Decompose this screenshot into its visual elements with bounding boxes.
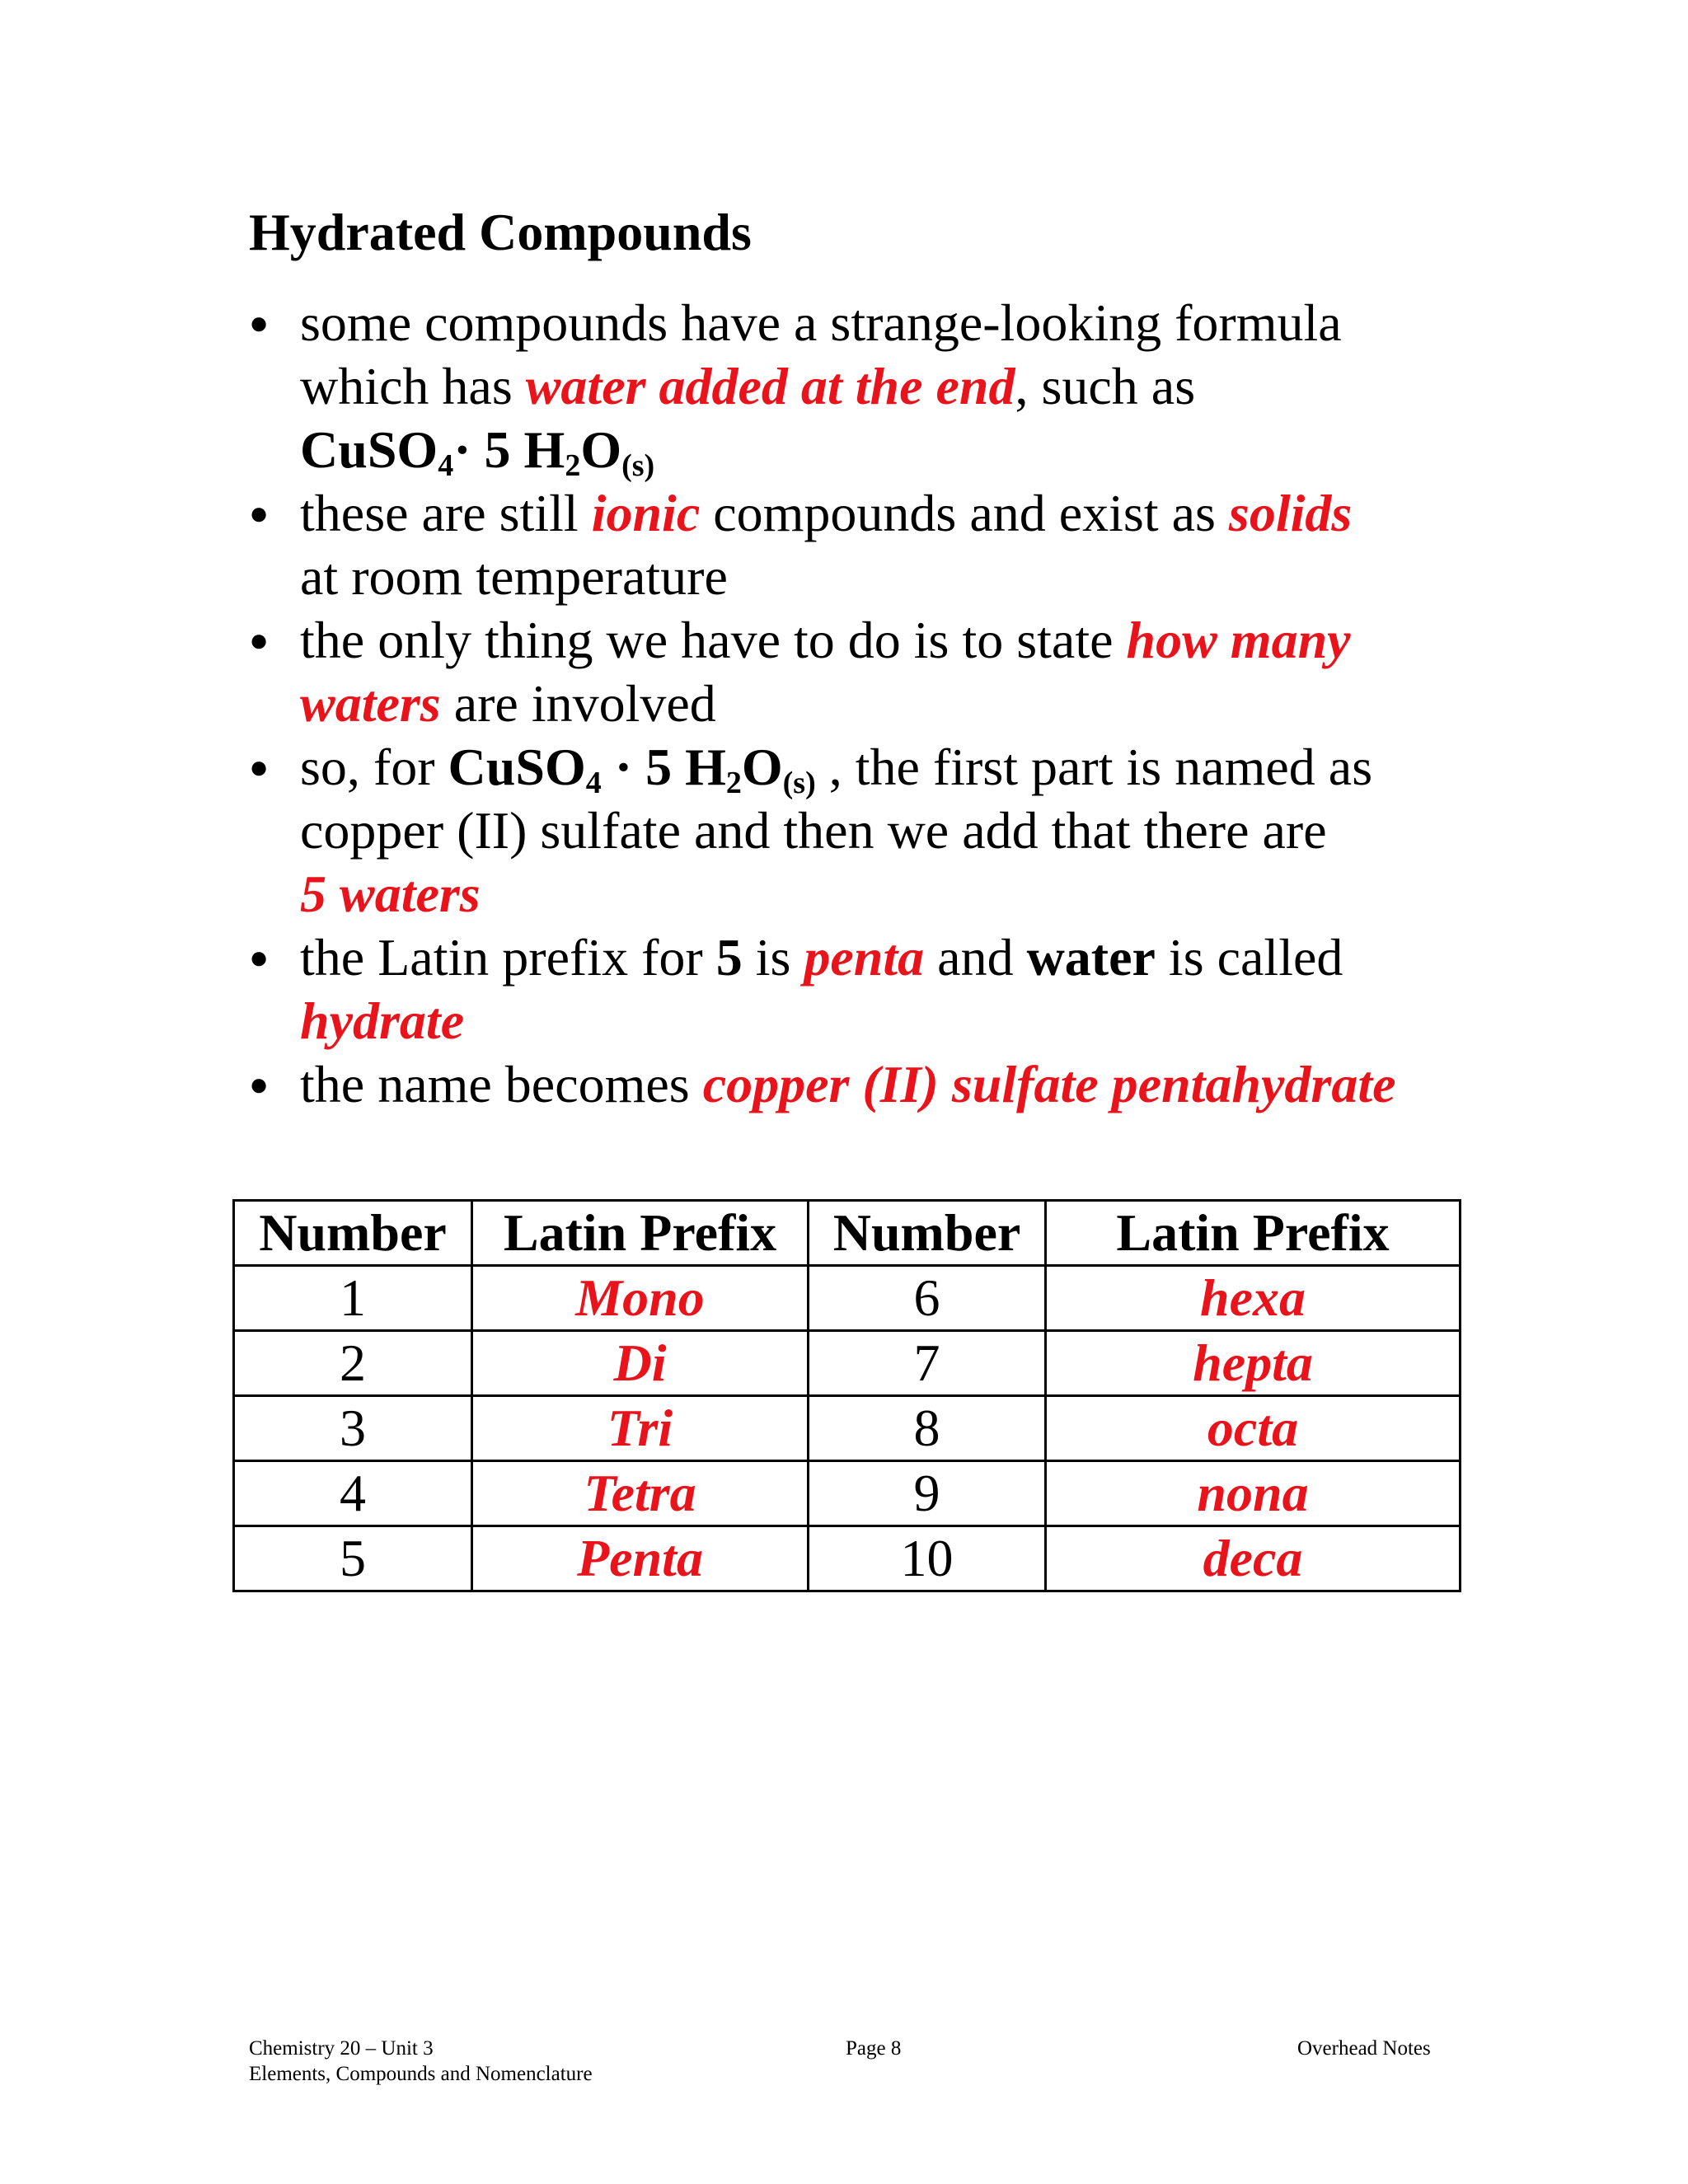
bullet-1-text: which has bbox=[300, 357, 526, 415]
table-cell-prefix: Tri bbox=[472, 1396, 809, 1461]
bullet-3-highlight: how many bbox=[1126, 611, 1351, 669]
table-cell-number: 3 bbox=[234, 1396, 472, 1461]
bullet-item-4 bbox=[249, 735, 1485, 926]
bullet-item-6 bbox=[249, 1052, 1485, 1116]
table-cell-number: 10 bbox=[809, 1526, 1046, 1591]
formula-part: CuSO bbox=[300, 420, 438, 479]
table-cell-prefix: nona bbox=[1046, 1461, 1461, 1526]
footer-unit-title: Elements, Compounds and Nomenclature bbox=[249, 2063, 593, 2085]
bullet-6-line-1 bbox=[300, 1052, 1485, 1116]
table-cell-number: 6 bbox=[809, 1266, 1046, 1331]
bullet-5-text: the Latin prefix for bbox=[300, 928, 716, 987]
bullet-item-1 bbox=[249, 291, 1485, 481]
formula-part: O bbox=[580, 420, 622, 479]
bullet-6-text: the name becomes bbox=[300, 1055, 703, 1113]
bullet-3-text: the only thing we have to do is to state bbox=[300, 611, 1127, 669]
bullet-list bbox=[249, 291, 1485, 1116]
table-cell-prefix: octa bbox=[1046, 1396, 1461, 1461]
bullet-4-text: , the first part is named as bbox=[815, 738, 1373, 796]
bullet-dot-icon: ● bbox=[249, 304, 270, 341]
table-cell-prefix: hepta bbox=[1046, 1331, 1461, 1396]
table-cell-prefix: Tetra bbox=[472, 1461, 809, 1526]
bullet-2-text: these are still bbox=[300, 484, 592, 542]
formula-state-subscript: (s) bbox=[782, 766, 816, 800]
bullet-2-highlight-ionic: ionic bbox=[591, 484, 701, 542]
bullet-dot-icon: ● bbox=[249, 1066, 270, 1103]
bullet-5-bold-number: 5 bbox=[715, 928, 743, 987]
table-row bbox=[234, 1526, 1461, 1591]
bullet-dot-icon: ● bbox=[249, 494, 270, 532]
table-cell-number: 8 bbox=[809, 1396, 1046, 1461]
table-row bbox=[234, 1396, 1461, 1461]
bullet-4-line-2: copper (II) sulfate and then we add that there are bbox=[300, 801, 1327, 860]
formula-cuso4-5h2o bbox=[448, 738, 816, 800]
formula-part: CuSO bbox=[448, 738, 586, 796]
footer-page-number: Page 8 bbox=[846, 2037, 902, 2060]
bullet-dot-icon: ● bbox=[249, 939, 270, 976]
bullet-3-line-2 bbox=[300, 672, 1485, 735]
formula-cuso4-5h2o bbox=[300, 418, 1485, 481]
bullet-item-2 bbox=[249, 481, 1485, 608]
bullet-2-text: compounds and exist as bbox=[700, 484, 1229, 542]
bullet-item-3 bbox=[249, 608, 1485, 735]
bullet-4-text: so, for bbox=[300, 738, 448, 796]
table-cell-number: 2 bbox=[234, 1331, 472, 1396]
table-row bbox=[234, 1461, 1461, 1526]
bullet-5-bold-water: water bbox=[1026, 928, 1156, 987]
bullet-2-line-2: at room temperature bbox=[300, 547, 728, 606]
bullet-3-text: are involved bbox=[440, 674, 716, 733]
table-row bbox=[234, 1266, 1461, 1331]
formula-subscript: 2 bbox=[565, 448, 581, 483]
table-cell-number: 7 bbox=[809, 1331, 1046, 1396]
table-cell-number: 1 bbox=[234, 1266, 472, 1331]
bullet-5-text: is bbox=[742, 928, 804, 987]
bullet-2-highlight-solids: solids bbox=[1228, 484, 1353, 542]
table-cell-number: 4 bbox=[234, 1461, 472, 1526]
table-cell-prefix: Penta bbox=[472, 1526, 809, 1591]
footer-left bbox=[249, 2036, 593, 2087]
bullet-5-highlight-hydrate: hydrate bbox=[300, 991, 465, 1050]
formula-subscript: 2 bbox=[725, 766, 742, 800]
bullet-5-text: and bbox=[924, 928, 1027, 987]
latin-prefix-table bbox=[232, 1199, 1461, 1592]
table-cell-prefix: hexa bbox=[1046, 1266, 1461, 1331]
footer-right: Overhead Notes bbox=[1297, 2037, 1431, 2060]
bullet-1-highlight: water added at the end bbox=[525, 357, 1015, 415]
bullet-dot-icon: ● bbox=[249, 748, 270, 785]
page-title: Hydrated Compounds bbox=[249, 203, 752, 261]
bullet-3-line-1 bbox=[300, 608, 1485, 672]
formula-part: · 5 H bbox=[453, 420, 565, 479]
table-cell-prefix: deca bbox=[1046, 1526, 1461, 1591]
formula-part: O bbox=[741, 738, 783, 796]
column-header-number: Number bbox=[234, 1201, 472, 1266]
table-row bbox=[234, 1331, 1461, 1396]
bullet-6-highlight: copper (II) sulfate pentahydrate bbox=[702, 1055, 1396, 1113]
bullet-5-text: is called bbox=[1155, 928, 1343, 987]
table-cell-number: 5 bbox=[234, 1526, 472, 1591]
formula-part: · 5 H bbox=[601, 738, 726, 796]
column-header-latin-prefix: Latin Prefix bbox=[472, 1201, 809, 1266]
bullet-4-highlight: 5 waters bbox=[300, 865, 481, 923]
column-header-latin-prefix: Latin Prefix bbox=[1046, 1201, 1461, 1266]
bullet-1-line-1: some compounds have a strange-looking formula bbox=[300, 293, 1342, 352]
bullet-dot-icon: ● bbox=[249, 621, 270, 658]
formula-subscript: 4 bbox=[585, 766, 602, 800]
bullet-3-highlight-waters: waters bbox=[300, 674, 441, 733]
bullet-5-line-1 bbox=[300, 926, 1485, 989]
formula-subscript: 4 bbox=[438, 448, 454, 483]
table-cell-prefix: Mono bbox=[472, 1266, 809, 1331]
table-cell-number: 9 bbox=[809, 1461, 1046, 1526]
bullet-1-text-end: , such as bbox=[1015, 357, 1196, 415]
table-header-row bbox=[234, 1201, 1461, 1266]
bullet-5-highlight-penta: penta bbox=[804, 928, 925, 987]
formula-state-subscript: (s) bbox=[621, 448, 655, 483]
bullet-4-line-1 bbox=[300, 735, 1485, 799]
table-cell-prefix: Di bbox=[472, 1331, 809, 1396]
column-header-number: Number bbox=[809, 1201, 1046, 1266]
footer-course: Chemistry 20 – Unit 3 bbox=[249, 2037, 434, 2060]
bullet-1-line-2 bbox=[300, 354, 1485, 418]
bullet-2-line-1 bbox=[300, 481, 1485, 545]
bullet-item-5 bbox=[249, 926, 1485, 1052]
